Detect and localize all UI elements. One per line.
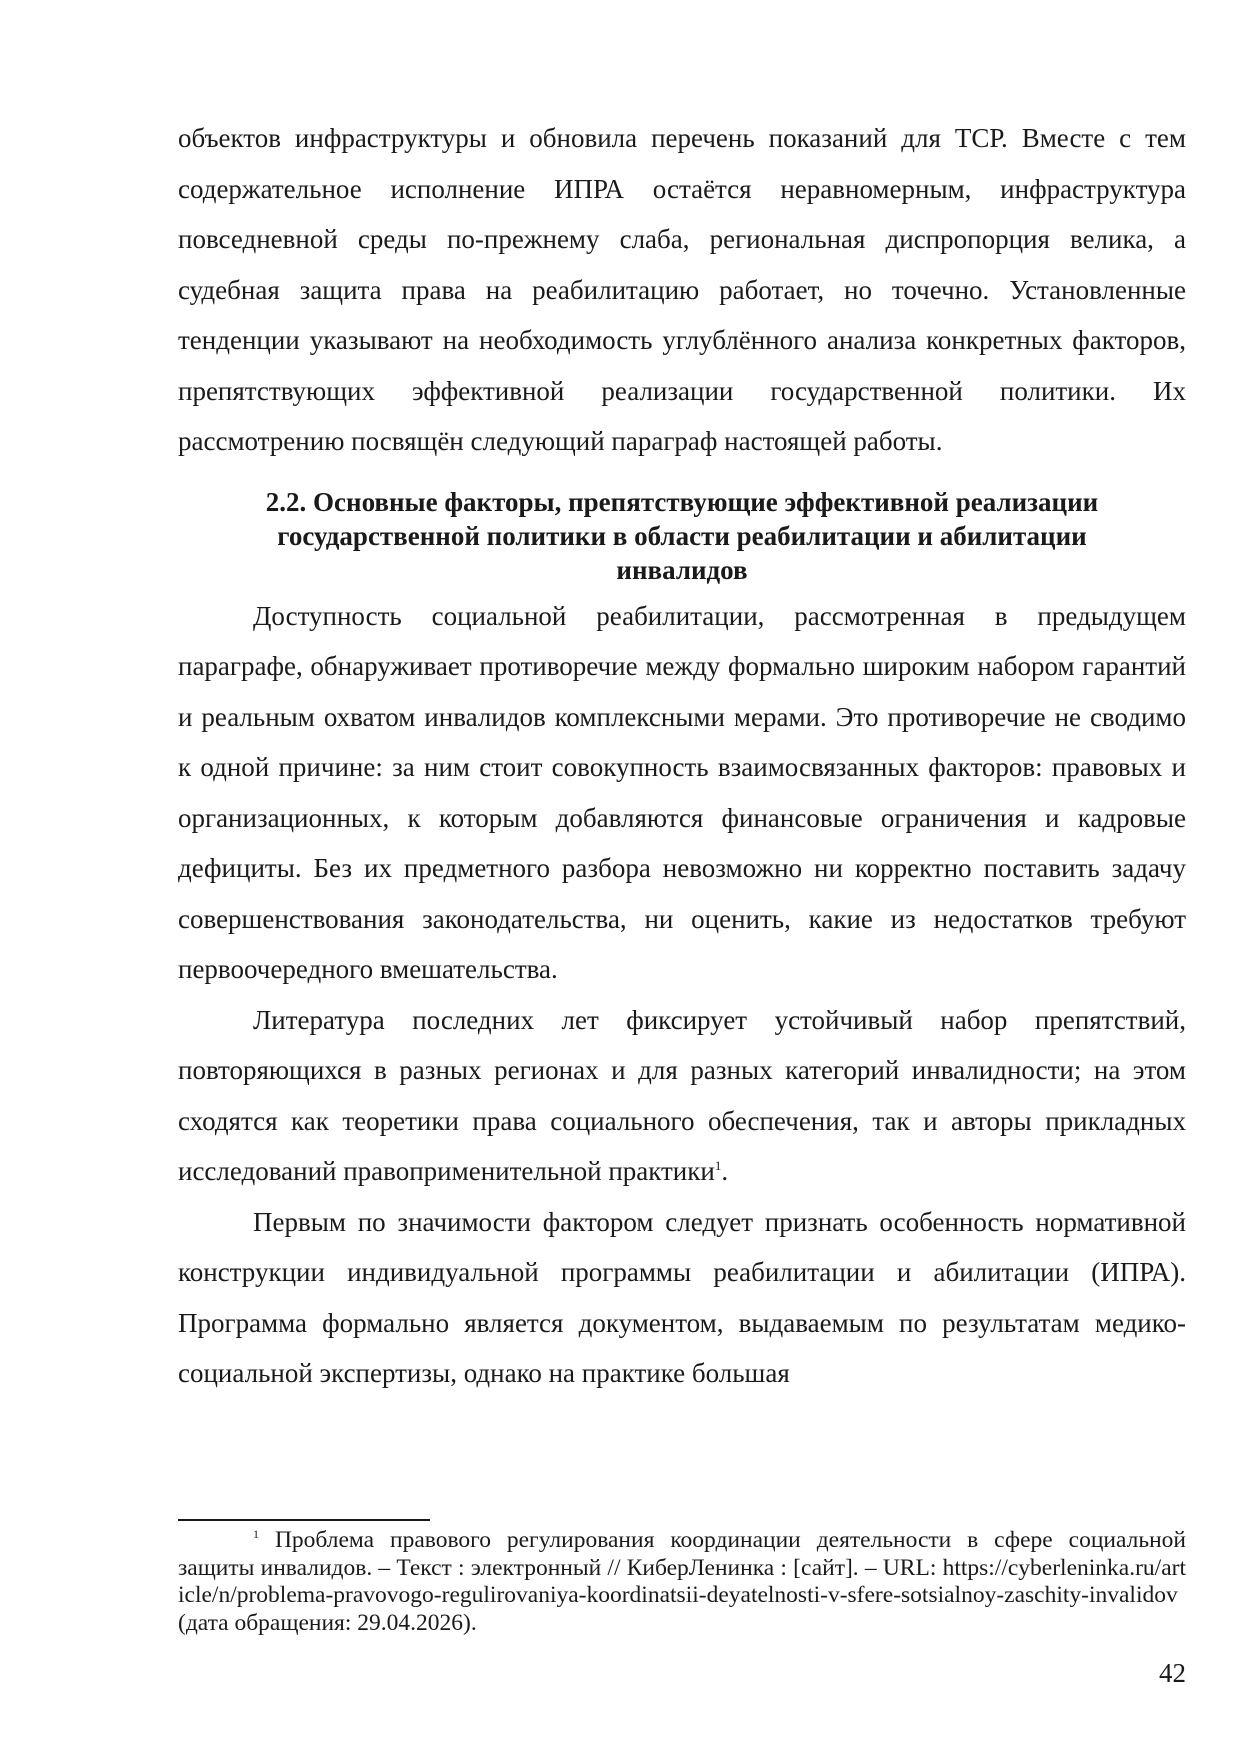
footnote-body xyxy=(178,1527,1186,1637)
paragraph-1: Доступность социальной реабилитации, рассмотренная в предыдущем параграфе, обнаруживает противоречие между формально широким набором гарантий и реальным охватом инвалидов комплексными мерами. Это противоречие не сводимо к одной причине: за ним стоит совокупность взаимосвязанных факторов: правовых и организационных, к которым добавляются финансовые ограничения и кадровые дефициты. Без их предметного разбора невозможно ни корректно поставить задачу совершенствования законодательства, ни оценить, какие из недостатков требуют первоочередного вмешательства. xyxy=(178,600,1186,984)
page-number: 42 xyxy=(1159,1658,1186,1688)
section-heading-line-1: 2.2. Основные факторы, препятствующие эффективной реализации xyxy=(265,486,1099,517)
paragraph-2-end: . xyxy=(721,1156,729,1186)
paragraph-2 xyxy=(178,995,1186,1197)
paragraph-3: Первым по значимости фактором следует признать особенность нормативной конструкции индивидуальной программы реабилитации и абилитации (ИПРА). Программа формально является документом, выдаваемым по результатам медико-социальной экспертизы, однако на практике большая xyxy=(178,1206,1186,1388)
footnote-text: Проблема правового регулирования координации деятельности в сфере социальной защиты инвалидов. – Текст : электронный // КиберЛенинка : [сайт]. – URL: xyxy=(178,1527,1186,1581)
paragraph-intro: объектов инфраструктуры и обновила перечень показаний для ТСР. Вместе с тем содержательное исполнение ИПРА остаётся неравномерным, инфраструктура повседневной среды по-прежнему слаба, региональная диспропорция велика, а судебная защита права на реабилитацию работает, но точечно. Установленные тенденции указывают на необходимость углублённого анализа конкретных факторов, препятствующих эффективной реализации государственной политики. Их рассмотрению посвящён следующий параграф настоящей работы. xyxy=(178,123,1186,456)
page-body xyxy=(178,113,1186,1399)
footnote-access-date: (дата обращения: 29.04.2026). xyxy=(178,1609,477,1636)
footnote-number: 1 xyxy=(253,1527,259,1542)
footnote xyxy=(178,1527,1186,1637)
paragraph-2-text: Литература последних лет фиксирует устойчивый набор препятствий, повторяющихся в разных регионах и для разных категорий инвалидности; на этом сходятся как теоретики права социального обеспечения, так и авторы прикладных исследований правоприменительной практики xyxy=(178,1004,1186,1186)
footnote-separator xyxy=(178,1519,430,1521)
section-heading xyxy=(178,485,1186,587)
section-heading-line-3: инвалидов xyxy=(616,554,748,585)
section-heading-line-2: государственной политики в области реабилитации и абилитации xyxy=(277,520,1087,551)
footnote-url[interactable]: https://cyberleninka.ru/article/n/problema-pravovogo-regulirovaniya-koordinatsii-deyatelnosti-v-sfere-sotsialnoy-zaschity-invalidov xyxy=(178,1554,1186,1608)
footnote-reference[interactable]: 1 xyxy=(714,1158,722,1173)
